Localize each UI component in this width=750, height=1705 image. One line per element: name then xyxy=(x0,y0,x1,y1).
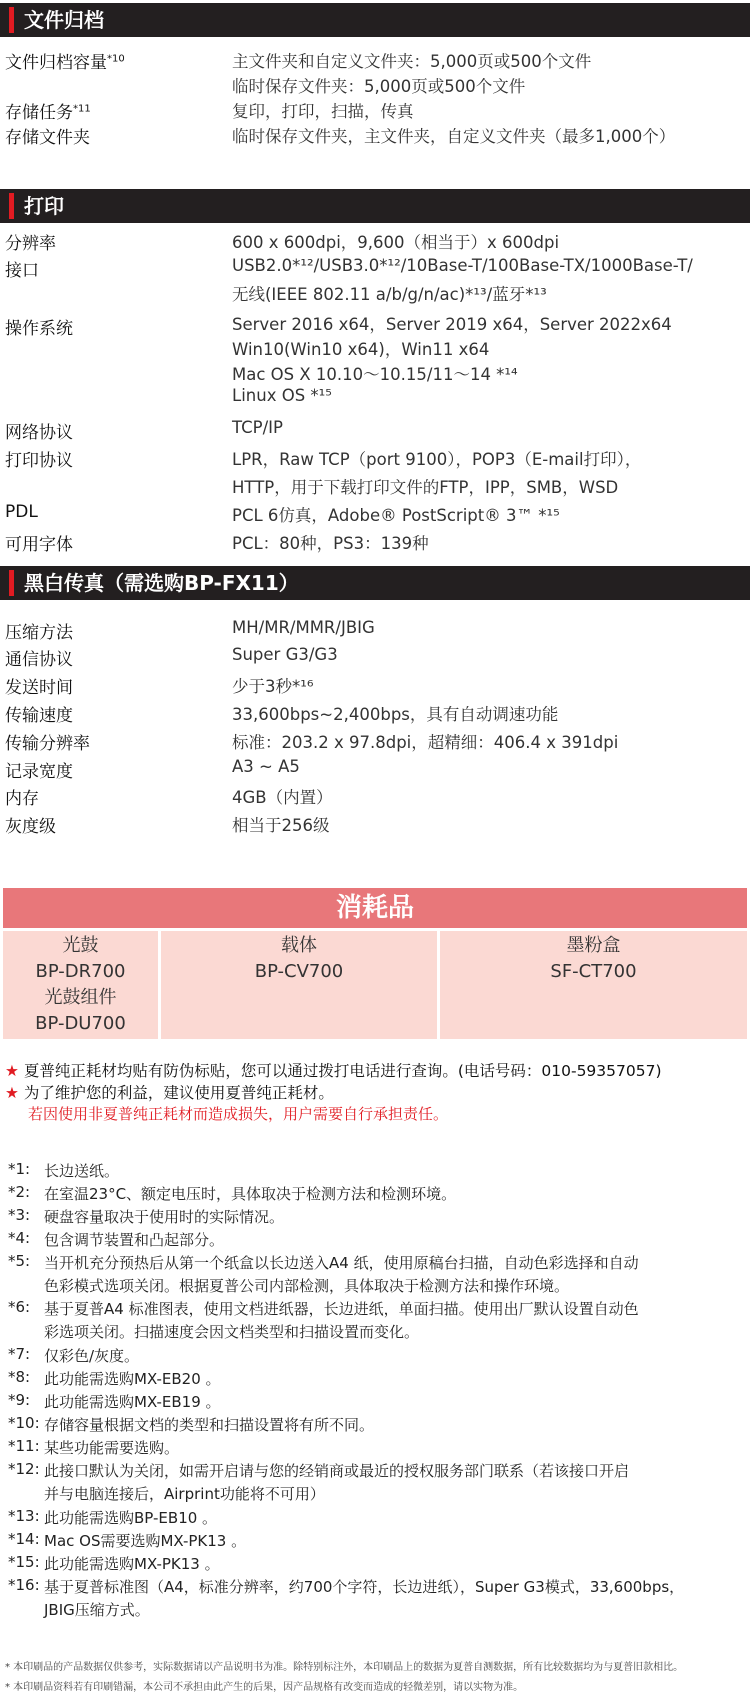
footnote-key: *6: xyxy=(8,1298,31,1316)
footnote-key: *3: xyxy=(8,1206,31,1224)
notice-anticounterfeit: ★ 夏普纯正耗材均贴有防伪标贴，您可以通过拨打电话进行查询。(电话号码：010-59357057) xyxy=(5,1062,662,1080)
spec-label: 传输速度 xyxy=(5,706,73,726)
spec-value: 33,600bps~2,400bps，具有自动调速功能 xyxy=(232,705,559,724)
footnote-key: *9: xyxy=(8,1391,31,1409)
consumable-cell-drum xyxy=(3,931,158,1039)
footnote-text: 存储容量根据文档的类型和扫描设置将有所不同。 xyxy=(44,1416,375,1434)
spec-value: TCP/IP xyxy=(232,418,283,437)
spec-value: 相当于256级 xyxy=(232,816,330,835)
spec-value: 临时保存文件夹，主文件夹，自定义文件夹（最多1,000个） xyxy=(232,127,676,146)
consumables-title: 消耗品 xyxy=(3,888,747,928)
spec-label: 传输分辨率 xyxy=(5,734,90,754)
spec-value: Win10(Win10 x64)，Win11 x64 xyxy=(232,340,490,359)
disclaimer-line: * 本印刷品资料若有印刷错漏，本公司不承担由此产生的后果，因产品规格有改变而造成的轻微差别，请以实物为准。 xyxy=(5,1682,524,1693)
spec-label: 压缩方法 xyxy=(5,623,73,643)
footnote-key: *1: xyxy=(8,1160,31,1178)
spec-label: 文件归档容量$^{*10}$ xyxy=(5,53,125,73)
footnote-text: 某些功能需要选购。 xyxy=(44,1439,180,1457)
spec-label: 打印协议 xyxy=(5,451,73,471)
footnote-key: *14: xyxy=(8,1530,40,1548)
footnote-text: 此功能需选购MX-EB19 。 xyxy=(44,1393,221,1411)
spec-label: 发送时间 xyxy=(5,678,73,698)
footnote-text: 彩选项关闭。扫描速度会因文档类型和扫描设置而变化。 xyxy=(44,1323,420,1341)
spec-label: 接口 xyxy=(5,261,39,281)
footnote-key: *7: xyxy=(8,1345,31,1363)
footnote-key: *16: xyxy=(8,1576,40,1594)
section-header-fax xyxy=(0,566,750,600)
consumable-line: 光鼓 xyxy=(62,935,99,956)
section-header-archive xyxy=(0,3,750,37)
section-header-print xyxy=(0,189,750,223)
spec-value: Linux OS *¹⁵ xyxy=(232,386,332,405)
footnote-text: 色彩模式选项关闭。根据夏普公司内部检测，具体取决于检测方法和操作环境。 xyxy=(44,1277,570,1295)
spec-value: Mac OS X 10.10～10.15/11～14 *¹⁴ xyxy=(232,365,518,384)
footnote-text: 此功能需选购MX-PK13 。 xyxy=(44,1555,220,1573)
spec-value: PCL：80种，PS3：139种 xyxy=(232,534,429,553)
consumable-line: SF-CT700 xyxy=(550,961,637,982)
footnote-key: *11: xyxy=(8,1437,40,1455)
spec-value: 无线(IEEE 802.11 a/b/g/n/ac)*¹³/蓝牙*¹³ xyxy=(232,285,547,304)
spec-value: MH/MR/MMR/JBIG xyxy=(232,618,375,637)
footnote-text: 基于夏普A4 标准图表，使用文档进纸器，长边进纸，单面扫描。使用出厂默认设置自动色 xyxy=(44,1300,639,1318)
spec-label: 操作系统 xyxy=(5,319,73,339)
footnote-text: Mac OS需要选购MX-PK13 。 xyxy=(44,1532,247,1550)
section-accent-bar xyxy=(9,193,14,219)
footnote-text: 并与电脑连接后，Airprint功能将不可用） xyxy=(44,1485,325,1503)
spec-value: USB2.0*¹²/USB3.0*¹²/10Base-T/100Base-TX/1000Base-T/ xyxy=(232,256,693,275)
footnote-text: 长边送纸。 xyxy=(44,1162,120,1180)
consumable-line: BP-CV700 xyxy=(254,961,344,982)
spec-value: 主文件夹和自定义文件夹：5,000页或500个文件 xyxy=(232,52,592,71)
disclaimer-line: * 本印刷品的产品数据仅供参考，实际数据请以产品说明书为准。除特别标注外，本印刷品上的数据为夏普自测数据，所有比较数据均为与夏普旧款相比。 xyxy=(5,1662,684,1673)
footnote-key: *8: xyxy=(8,1368,31,1386)
spec-label: 存储任务$^{*11}$ xyxy=(5,103,91,123)
footnote-text: 包含调节装置和凸起部分。 xyxy=(44,1231,225,1249)
footnote-key: *12: xyxy=(8,1460,40,1478)
section-title: 打印 xyxy=(24,194,64,218)
footnote-key: *5: xyxy=(8,1252,31,1270)
section-accent-bar xyxy=(9,7,14,33)
notice-liability: 若因使用非夏普纯正耗材而造成损失，用户需要自行承担责任。 xyxy=(28,1105,449,1123)
spec-value: A3 ~ A5 xyxy=(232,757,300,776)
footnote-key: *2: xyxy=(8,1183,31,1201)
spec-value: 600 x 600dpi，9,600（相当于）x 600dpi xyxy=(232,233,560,252)
spec-value: Server 2016 x64，Server 2019 x64，Server 2022x64 xyxy=(232,315,672,334)
spec-label: 灰度级 xyxy=(5,817,56,837)
footnote-text: JBIG压缩方式。 xyxy=(44,1601,150,1619)
section-accent-bar xyxy=(9,570,14,596)
footnote-text: 此接口默认为关闭，如需开启请与您的经销商或最近的授权服务部门联系（若该接口开启 xyxy=(44,1462,630,1480)
footnote-key: *15: xyxy=(8,1553,40,1571)
footnote-key: *4: xyxy=(8,1229,31,1247)
spec-value: Super G3/G3 xyxy=(232,645,338,664)
footnote-text: 在室温23°C、额定电压时，具体取决于检测方法和检测环境。 xyxy=(44,1185,457,1203)
spec-value: 复印，打印，扫描，传真 xyxy=(232,102,414,121)
spec-label: 可用字体 xyxy=(5,535,73,555)
footnote-text: 此功能需选购MX-EB20 。 xyxy=(44,1370,221,1388)
spec-label: PDL xyxy=(5,502,38,522)
spec-label: 记录宽度 xyxy=(5,762,73,782)
notice-genuine: ★ 为了维护您的利益，建议使用夏普纯正耗材。 xyxy=(5,1084,334,1102)
section-title: 文件归档 xyxy=(24,8,104,32)
consumable-cell-carrier xyxy=(161,931,437,1039)
spec-label: 存储文件夹 xyxy=(5,128,90,148)
footnote-key: *13: xyxy=(8,1507,40,1525)
footnote-text: 硬盘容量取决于使用时的实际情况。 xyxy=(44,1208,285,1226)
consumable-line: BP-DR700 xyxy=(35,961,126,982)
star-icon: ★ xyxy=(5,1084,19,1102)
consumable-line: BP-DU700 xyxy=(35,1013,126,1034)
consumable-line: 载体 xyxy=(281,935,317,956)
consumable-line: 墨粉盒 xyxy=(566,935,621,956)
spec-label: 分辨率 xyxy=(5,234,56,254)
footnote-text: 当开机充分预热后从第一个纸盒以长边送入A4 纸，使用原稿台扫描，自动色彩选择和自动 xyxy=(44,1254,639,1272)
footnote-key: *10: xyxy=(8,1414,40,1432)
spec-value: HTTP，用于下载打印文件的FTP，IPP，SMB，WSD xyxy=(232,478,619,497)
consumable-line: 光鼓组件 xyxy=(44,987,117,1008)
spec-value: 少于3秒*¹⁶ xyxy=(232,677,314,696)
consumable-cell-toner xyxy=(440,931,747,1039)
spec-label: 内存 xyxy=(5,789,39,809)
section-title: 黑白传真（需选购BP-FX11） xyxy=(24,571,299,595)
spec-value: 临时保存文件夹：5,000页或500个文件 xyxy=(232,77,526,96)
spec-value: 4GB（内置） xyxy=(232,788,333,807)
footnote-text: 此功能需选购BP-EB10 。 xyxy=(44,1509,218,1527)
spec-label: 网络协议 xyxy=(5,423,73,443)
spec-value: 标准：203.2 x 97.8dpi，超精细：406.4 x 391dpi xyxy=(232,733,619,752)
spec-label: 通信协议 xyxy=(5,650,73,670)
spec-value: LPR，Raw TCP（port 9100），POP3（E-mail打印）， xyxy=(232,450,642,469)
footnote-text: 仅彩色/灰度。 xyxy=(44,1347,140,1365)
star-icon: ★ xyxy=(5,1062,19,1080)
footnote-text: 基于夏普标准图（A4，标准分辨率，约700个字符，长边进纸），Super G3模式，33,600bps， xyxy=(44,1578,685,1596)
spec-value: PCL 6仿真，Adobe® PostScript® 3™ *¹⁵ xyxy=(232,506,560,525)
